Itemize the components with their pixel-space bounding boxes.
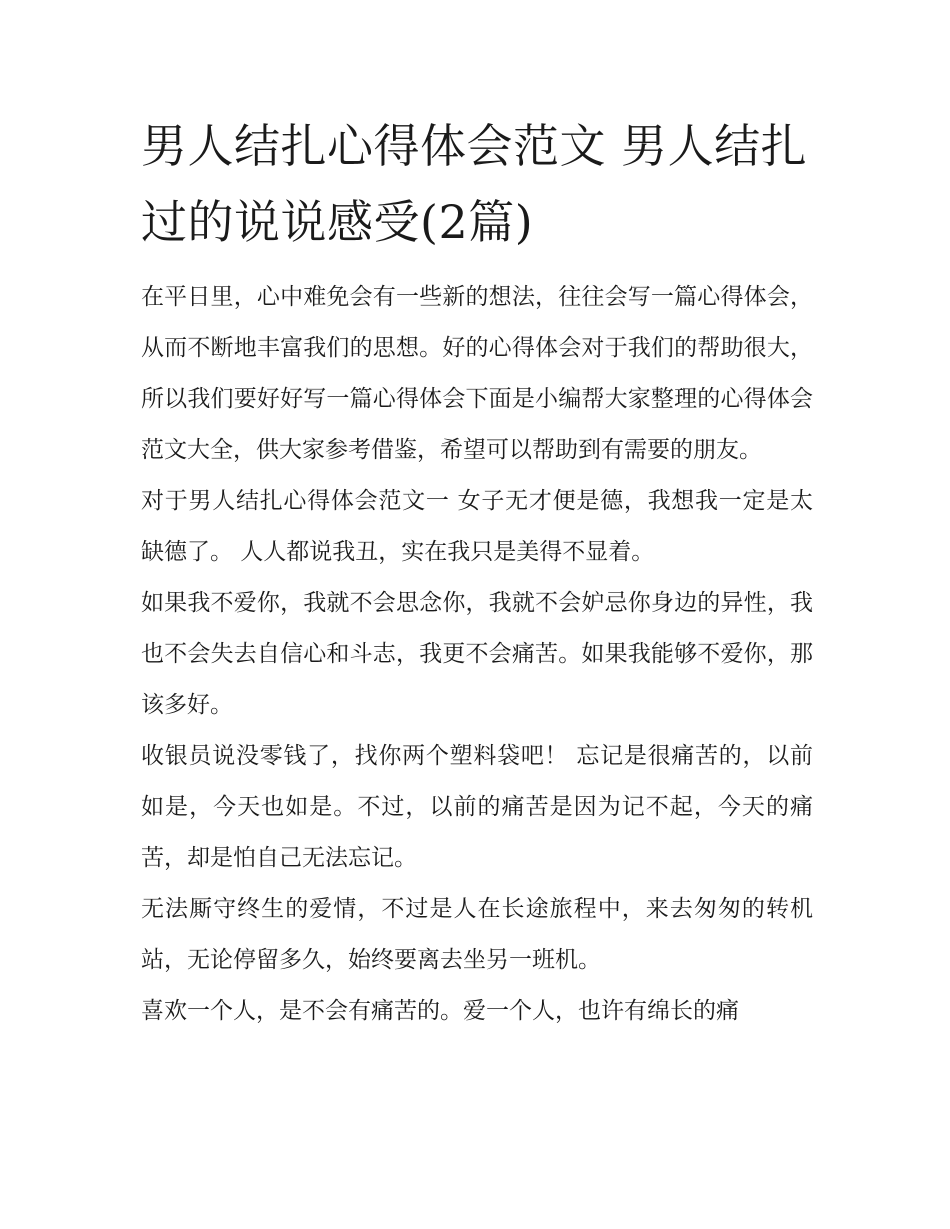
paragraph-5: 无法厮守终生的爱情，不过是人在长途旅程中，来去匆匆的转机站，无论停留多久，始终要离去坐另一班机。 xyxy=(141,896,813,973)
paragraph-3: 如果我不爱你，我就不会思念你，我就不会妒忌你身边的异性，我也不会失去自信心和斗志，我更不会痛苦。如果我能够不爱你，那该多好。 xyxy=(141,590,813,718)
document-title: 男人结扎心得体会范文 男人结扎过的说说感受(2篇) xyxy=(141,119,808,249)
document-body xyxy=(141,108,813,1037)
paragraph-2: 对于男人结扎心得体会范文一 女子无才便是德，我想我一定是太缺德了。 人人都说我丑，实在我只是美得不显着。 xyxy=(141,488,813,565)
paragraph-6: 喜欢一个人，是不会有痛苦的。爱一个人，也许有绵长的痛 xyxy=(141,998,739,1024)
paragraph-intro: 在平日里，心中难免会有一些新的想法，往往会写一篇心得体会，从而不断地丰富我们的思想。好的心得体会对于我们的帮助很大，所以我们要好好写一篇心得体会下面是小编帮大家整理的心得体会范文大全，供大家参考借鉴，希望可以帮助到有需要的朋友。 xyxy=(141,284,813,463)
paragraph-4: 收银员说没零钱了，找你两个塑料袋吧！ 忘记是很痛苦的，以前如是，今天也如是。不过，以前的痛苦是因为记不起，今天的痛苦，却是怕自己无法忘记。 xyxy=(141,743,813,871)
